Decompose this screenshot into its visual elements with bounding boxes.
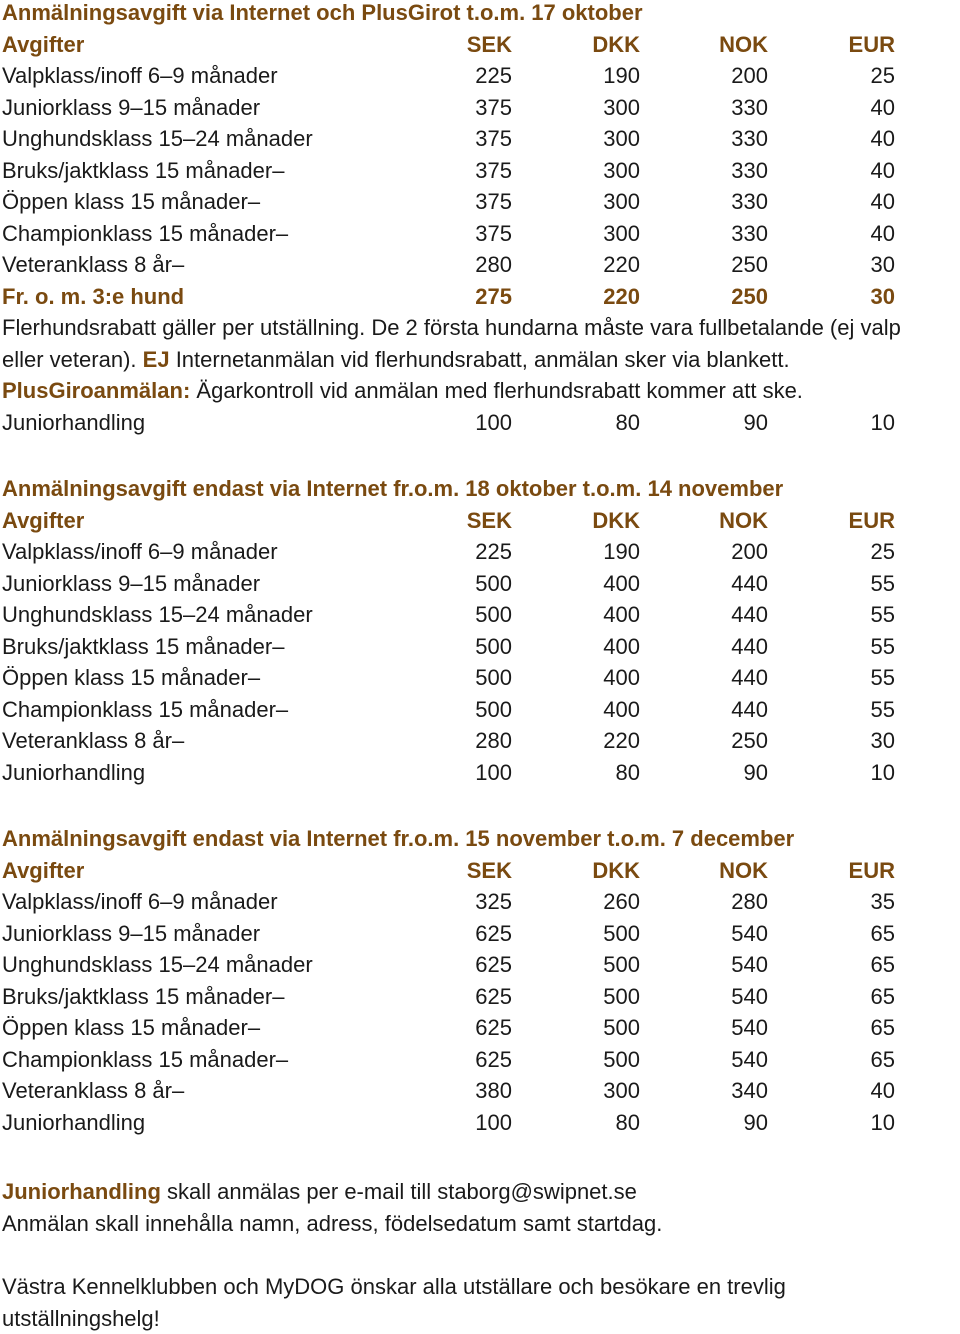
table-row (0, 92, 960, 124)
header-dkk: DKK (520, 29, 640, 61)
row-label: Veteranklass 8 år– (2, 249, 184, 281)
cell-nok: 330 (648, 92, 768, 124)
cell-nok: 440 (648, 694, 768, 726)
cell-sek: 500 (392, 631, 512, 663)
table-row (0, 918, 960, 950)
multi-dog-discount-row: Fr. o. m. 3:e hund 275 220 250 30 (0, 281, 960, 313)
cell-eur: 55 (775, 694, 895, 726)
cell-sek: 375 (392, 123, 512, 155)
footer-line-3: Västra Kennelklubben och MyDOG önskar alla utställare och besökare en trevlig (0, 1271, 960, 1303)
cell-sek: 625 (392, 918, 512, 950)
row-label: Juniorklass 9–15 månader (2, 92, 260, 124)
footer-spacer (0, 1239, 960, 1271)
cell-eur: 65 (775, 1044, 895, 1076)
note-line-1: Flerhundsrabatt gäller per utställning. De 2 första hundarna måste vara fullbetalande (ej valp (0, 312, 960, 344)
section-2-title: Anmälningsavgift endast via Internet fr.o.m. 18 oktober t.o.m. 14 november (0, 473, 960, 505)
row-label: Valpklass/inoff 6–9 månader (2, 536, 278, 568)
cell-dkk: 500 (520, 1012, 640, 1044)
cell-sek: 625 (392, 1012, 512, 1044)
cell-sek: 280 (392, 249, 512, 281)
cell-sek: 625 (392, 949, 512, 981)
cell-eur: 10 (775, 757, 895, 789)
cell-dkk: 500 (520, 1044, 640, 1076)
cell-dkk: 400 (520, 694, 640, 726)
row-label: Bruks/jaktklass 15 månader– (2, 631, 284, 663)
cell-nok: 330 (648, 155, 768, 187)
cell-nok: 90 (648, 757, 768, 789)
table-row (0, 599, 960, 631)
row-label: Unghundsklass 15–24 månader (2, 123, 313, 155)
cell-sek: 100 (392, 1107, 512, 1139)
cell-dkk: 400 (520, 599, 640, 631)
cell-sek: 500 (392, 599, 512, 631)
section-3 (0, 823, 960, 1138)
row-label: Championklass 15 månader– (2, 1044, 288, 1076)
cell-nok: 540 (648, 1044, 768, 1076)
row-label: Championklass 15 månader– (2, 218, 288, 250)
cell-dkk: 300 (520, 218, 640, 250)
table-row (0, 249, 960, 281)
footer-junior-line: Juniorhandling skall anmälas per e-mail till staborg@swipnet.se (0, 1176, 960, 1208)
cell-eur: 65 (775, 949, 895, 981)
row-label: Veteranklass 8 år– (2, 725, 184, 757)
cell-nok: 340 (648, 1075, 768, 1107)
table-row (0, 694, 960, 726)
cell-dkk: 300 (520, 123, 640, 155)
cell-nok: 200 (648, 536, 768, 568)
juniorhandling-row: Juniorhandling 100 80 90 10 (0, 407, 960, 439)
cell-nok: 440 (648, 662, 768, 694)
cell-eur: 65 (775, 1012, 895, 1044)
section-3-header: Avgifter SEK DKK NOK EUR (0, 855, 960, 887)
cell-eur: 40 (775, 92, 895, 124)
section-2-header: Avgifter SEK DKK NOK EUR (0, 505, 960, 537)
row-label: Valpklass/inoff 6–9 månader (2, 886, 278, 918)
row-label: Öppen klass 15 månader– (2, 662, 260, 694)
cell-sek: 225 (392, 536, 512, 568)
section-2 (0, 473, 960, 788)
table-row (0, 631, 960, 663)
cell-sek: 100 (392, 757, 512, 789)
cell-eur: 55 (775, 599, 895, 631)
header-sek: SEK (392, 29, 512, 61)
cell-dkk: 500 (520, 949, 640, 981)
cell-dkk: 220 (520, 725, 640, 757)
header-eur: EUR (775, 29, 895, 61)
cell-eur: 55 (775, 662, 895, 694)
row-label: Juniorhandling (2, 1107, 145, 1139)
table-row (0, 725, 960, 757)
cell-sek: 375 (392, 92, 512, 124)
section-1-rows (0, 60, 960, 281)
table-row (0, 886, 960, 918)
cell-dkk: 220 (520, 249, 640, 281)
cell-eur: 55 (775, 631, 895, 663)
cell-dkk: 300 (520, 92, 640, 124)
cell-dkk: 300 (520, 186, 640, 218)
cell-sek: 280 (392, 725, 512, 757)
cell-eur: 25 (775, 60, 895, 92)
cell-sek: 375 (392, 155, 512, 187)
cell-sek: 375 (392, 186, 512, 218)
table-row (0, 60, 960, 92)
cell-dkk: 500 (520, 981, 640, 1013)
table-row (0, 536, 960, 568)
cell-nok: 200 (648, 60, 768, 92)
table-row (0, 1012, 960, 1044)
row-label: Juniorhandling (2, 757, 145, 789)
cell-sek: 225 (392, 60, 512, 92)
cell-eur: 65 (775, 981, 895, 1013)
cell-nok: 250 (648, 725, 768, 757)
cell-nok: 330 (648, 218, 768, 250)
cell-nok: 330 (648, 186, 768, 218)
footer-line-2: Anmälan skall innehålla namn, adress, födelsedatum samt startdag. (0, 1208, 960, 1240)
cell-eur: 35 (775, 886, 895, 918)
table-row (0, 949, 960, 981)
cell-sek: 380 (392, 1075, 512, 1107)
cell-dkk: 190 (520, 60, 640, 92)
cell-sek: 375 (392, 218, 512, 250)
cell-nok: 440 (648, 599, 768, 631)
cell-eur: 30 (775, 725, 895, 757)
table-row (0, 1075, 960, 1107)
cell-dkk: 80 (520, 1107, 640, 1139)
cell-nok: 250 (648, 249, 768, 281)
cell-nok: 440 (648, 631, 768, 663)
row-label: Bruks/jaktklass 15 månader– (2, 981, 284, 1013)
cell-sek: 500 (392, 662, 512, 694)
cell-eur: 40 (775, 186, 895, 218)
cell-eur: 40 (775, 1075, 895, 1107)
cell-dkk: 300 (520, 155, 640, 187)
note-line-3: PlusGiroanmälan: Ägarkontroll vid anmälan med flerhundsrabatt kommer att ske. (0, 375, 960, 407)
cell-sek: 500 (392, 694, 512, 726)
cell-sek: 625 (392, 1044, 512, 1076)
table-row (0, 155, 960, 187)
cell-dkk: 400 (520, 631, 640, 663)
cell-eur: 65 (775, 918, 895, 950)
cell-eur: 10 (775, 1107, 895, 1139)
cell-nok: 540 (648, 1012, 768, 1044)
cell-dkk: 260 (520, 886, 640, 918)
cell-dkk: 500 (520, 918, 640, 950)
cell-dkk: 190 (520, 536, 640, 568)
section-3-title: Anmälningsavgift endast via Internet fr.o.m. 15 november t.o.m. 7 december (0, 823, 960, 855)
footer-line-4: utställningshelg! (0, 1303, 960, 1334)
cell-eur: 40 (775, 123, 895, 155)
table-row (0, 568, 960, 600)
cell-sek: 625 (392, 981, 512, 1013)
table-row (0, 218, 960, 250)
section-3-rows (0, 886, 960, 1138)
table-row (0, 1107, 960, 1139)
header-nok: NOK (648, 29, 768, 61)
cell-dkk: 80 (520, 757, 640, 789)
cell-eur: 40 (775, 155, 895, 187)
cell-eur: 40 (775, 218, 895, 250)
cell-dkk: 300 (520, 1075, 640, 1107)
cell-nok: 90 (648, 1107, 768, 1139)
row-label: Bruks/jaktklass 15 månader– (2, 155, 284, 187)
row-label: Veteranklass 8 år– (2, 1075, 184, 1107)
cell-dkk: 400 (520, 568, 640, 600)
cell-sek: 500 (392, 568, 512, 600)
cell-nok: 280 (648, 886, 768, 918)
section-1 (0, 0, 960, 438)
note-line-2: eller veteran). EJ Internetanmälan vid flerhundsrabatt, anmälan sker via blankett. (0, 344, 960, 376)
section-2-rows (0, 536, 960, 788)
cell-dkk: 400 (520, 662, 640, 694)
row-label: Unghundsklass 15–24 månader (2, 599, 313, 631)
section-1-title: Anmälningsavgift via Internet och PlusGirot t.o.m. 17 oktober (0, 0, 960, 29)
cell-nok: 540 (648, 949, 768, 981)
table-row (0, 186, 960, 218)
cell-eur: 55 (775, 568, 895, 600)
row-label: Valpklass/inoff 6–9 månader (2, 60, 278, 92)
table-row (0, 1044, 960, 1076)
cell-eur: 25 (775, 536, 895, 568)
table-row (0, 757, 960, 789)
row-label: Öppen klass 15 månader– (2, 1012, 260, 1044)
cell-nok: 540 (648, 918, 768, 950)
cell-eur: 30 (775, 249, 895, 281)
row-label: Juniorklass 9–15 månader (2, 568, 260, 600)
section-1-header (0, 29, 960, 61)
cell-nok: 440 (648, 568, 768, 600)
header-avgifter: Avgifter (2, 29, 84, 61)
footer (0, 1176, 960, 1334)
table-row (0, 981, 960, 1013)
cell-sek: 325 (392, 886, 512, 918)
cell-nok: 540 (648, 981, 768, 1013)
row-label: Championklass 15 månader– (2, 694, 288, 726)
row-label: Juniorklass 9–15 månader (2, 918, 260, 950)
row-label: Öppen klass 15 månader– (2, 186, 260, 218)
table-row (0, 662, 960, 694)
cell-nok: 330 (648, 123, 768, 155)
row-label: Unghundsklass 15–24 månader (2, 949, 313, 981)
table-row (0, 123, 960, 155)
